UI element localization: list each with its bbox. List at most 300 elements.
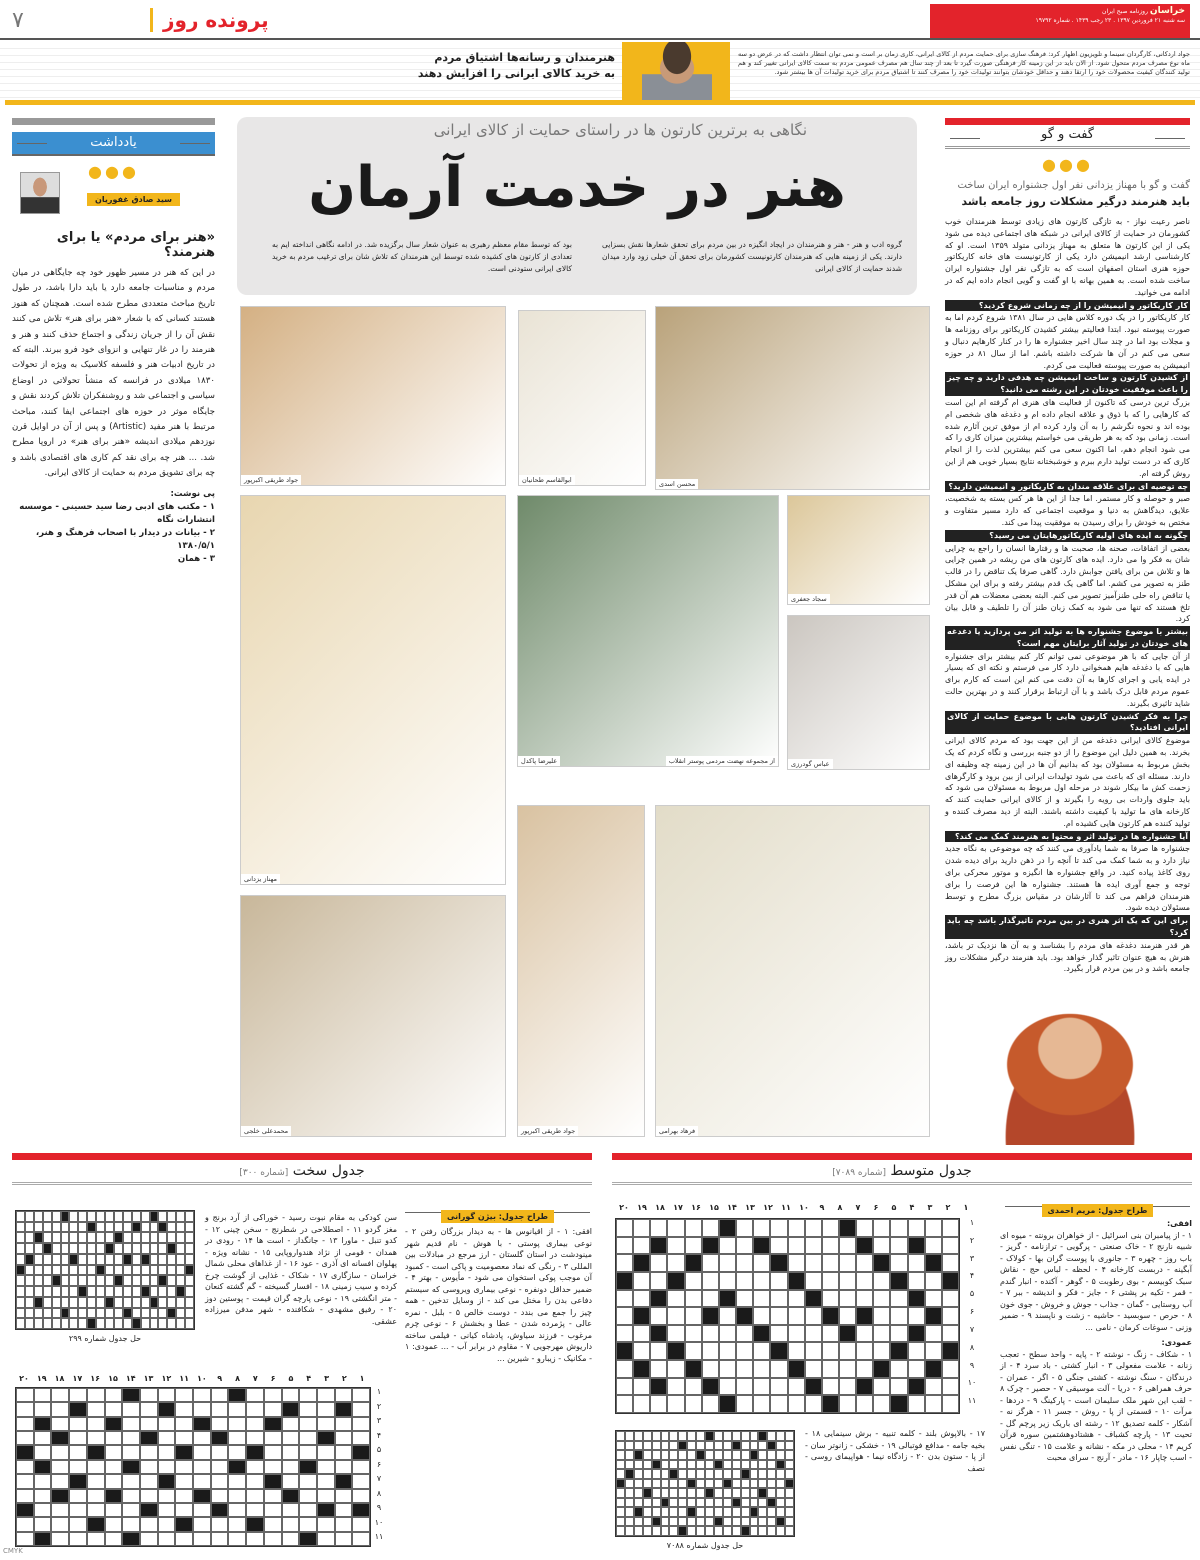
grid-cell[interactable] bbox=[52, 1308, 61, 1319]
grid-cell[interactable] bbox=[661, 1441, 670, 1451]
grid-cell[interactable] bbox=[805, 1254, 822, 1272]
grid-cell[interactable] bbox=[667, 1290, 684, 1308]
grid-cell[interactable] bbox=[87, 1417, 105, 1431]
grid-cell[interactable] bbox=[719, 1272, 736, 1290]
grid-cell[interactable] bbox=[34, 1254, 43, 1265]
grid-cell[interactable] bbox=[873, 1342, 890, 1360]
grid-cell[interactable] bbox=[193, 1388, 211, 1402]
grid-cell[interactable] bbox=[114, 1297, 123, 1308]
grid-cell[interactable] bbox=[696, 1498, 705, 1508]
grid-cell[interactable] bbox=[750, 1441, 759, 1451]
grid-cell[interactable] bbox=[890, 1360, 907, 1378]
grid-cell[interactable] bbox=[753, 1307, 770, 1325]
grid-cell[interactable] bbox=[317, 1517, 335, 1531]
grid-cell[interactable] bbox=[633, 1272, 650, 1290]
grid-cell[interactable] bbox=[643, 1479, 652, 1489]
grid-cell[interactable] bbox=[625, 1479, 634, 1489]
grid-cell[interactable] bbox=[925, 1342, 942, 1360]
grid-cell[interactable] bbox=[714, 1526, 723, 1536]
grid-cell[interactable] bbox=[714, 1479, 723, 1489]
grid-cell[interactable] bbox=[175, 1388, 193, 1402]
grid-cell[interactable] bbox=[873, 1378, 890, 1396]
grid-cell[interactable] bbox=[741, 1479, 750, 1489]
grid-cell[interactable] bbox=[643, 1460, 652, 1470]
grid-cell[interactable] bbox=[185, 1211, 194, 1222]
grid-cell[interactable] bbox=[750, 1498, 759, 1508]
grid-cell[interactable] bbox=[78, 1232, 87, 1243]
grid-cell[interactable] bbox=[352, 1489, 370, 1503]
grid-cell[interactable] bbox=[211, 1532, 229, 1546]
grid-cell[interactable] bbox=[16, 1474, 34, 1488]
grid-cell[interactable] bbox=[299, 1417, 317, 1431]
grid-cell[interactable] bbox=[211, 1460, 229, 1474]
grid-cell[interactable] bbox=[132, 1286, 141, 1297]
grid-cell[interactable] bbox=[51, 1474, 69, 1488]
grid-cell[interactable] bbox=[105, 1265, 114, 1276]
grid-cell[interactable] bbox=[282, 1532, 300, 1546]
grid-cell[interactable] bbox=[193, 1431, 211, 1445]
grid-cell[interactable] bbox=[785, 1488, 794, 1498]
grid-cell[interactable] bbox=[16, 1388, 34, 1402]
grid-cell[interactable] bbox=[114, 1286, 123, 1297]
grid-cell[interactable] bbox=[732, 1517, 741, 1527]
grid-cell[interactable] bbox=[25, 1211, 34, 1222]
grid-cell[interactable] bbox=[282, 1517, 300, 1531]
grid-cell[interactable] bbox=[185, 1308, 194, 1319]
grid-cell[interactable] bbox=[776, 1469, 785, 1479]
grid-cell[interactable] bbox=[167, 1297, 176, 1308]
grid-cell[interactable] bbox=[736, 1395, 753, 1413]
grid-cell[interactable] bbox=[942, 1219, 959, 1237]
grid-cell[interactable] bbox=[805, 1360, 822, 1378]
grid-cell[interactable] bbox=[34, 1211, 43, 1222]
grid-cell[interactable] bbox=[16, 1275, 25, 1286]
grid-cell[interactable] bbox=[123, 1286, 132, 1297]
grid-cell[interactable] bbox=[705, 1450, 714, 1460]
grid-cell[interactable] bbox=[770, 1272, 787, 1290]
grid-cell[interactable] bbox=[158, 1445, 176, 1459]
grid-cell[interactable] bbox=[299, 1431, 317, 1445]
grid-cell[interactable] bbox=[685, 1325, 702, 1343]
grid-cell[interactable] bbox=[87, 1308, 96, 1319]
grid-cell[interactable] bbox=[667, 1254, 684, 1272]
grid-cell[interactable] bbox=[34, 1275, 43, 1286]
grid-cell[interactable] bbox=[175, 1503, 193, 1517]
grid-cell[interactable] bbox=[741, 1517, 750, 1527]
grid-cell[interactable] bbox=[805, 1237, 822, 1255]
grid-cell[interactable] bbox=[352, 1388, 370, 1402]
grid-cell[interactable] bbox=[167, 1275, 176, 1286]
grid-cell[interactable] bbox=[767, 1469, 776, 1479]
grid-cell[interactable] bbox=[264, 1489, 282, 1503]
grid-cell[interactable] bbox=[317, 1402, 335, 1416]
grid-cell[interactable] bbox=[52, 1286, 61, 1297]
grid-cell[interactable] bbox=[96, 1275, 105, 1286]
grid-cell[interactable] bbox=[61, 1232, 70, 1243]
grid-cell[interactable] bbox=[758, 1517, 767, 1527]
grid-cell[interactable] bbox=[69, 1460, 87, 1474]
grid-cell[interactable] bbox=[335, 1503, 353, 1517]
grid-cell[interactable] bbox=[114, 1211, 123, 1222]
grid-cell[interactable] bbox=[767, 1507, 776, 1517]
grid-cell[interactable] bbox=[669, 1450, 678, 1460]
grid-cell[interactable] bbox=[335, 1445, 353, 1459]
grid-cell[interactable] bbox=[770, 1237, 787, 1255]
grid-cell[interactable] bbox=[16, 1318, 25, 1329]
grid-cell[interactable] bbox=[633, 1378, 650, 1396]
grid-cell[interactable] bbox=[175, 1402, 193, 1416]
grid-cell[interactable] bbox=[616, 1498, 625, 1508]
grid-cell[interactable] bbox=[776, 1526, 785, 1536]
grid-cell[interactable] bbox=[736, 1219, 753, 1237]
grid-cell[interactable] bbox=[78, 1297, 87, 1308]
grid-cell[interactable] bbox=[51, 1445, 69, 1459]
grid-cell[interactable] bbox=[890, 1237, 907, 1255]
grid-cell[interactable] bbox=[714, 1488, 723, 1498]
grid-cell[interactable] bbox=[317, 1445, 335, 1459]
grid-cell[interactable] bbox=[661, 1479, 670, 1489]
grid-cell[interactable] bbox=[890, 1219, 907, 1237]
grid-cell[interactable] bbox=[51, 1503, 69, 1517]
grid-cell[interactable] bbox=[87, 1243, 96, 1254]
grid-cell[interactable] bbox=[643, 1517, 652, 1527]
grid-cell[interactable] bbox=[158, 1532, 176, 1546]
grid-cell[interactable] bbox=[805, 1307, 822, 1325]
grid-cell[interactable] bbox=[78, 1318, 87, 1329]
grid-cell[interactable] bbox=[788, 1378, 805, 1396]
grid-cell[interactable] bbox=[873, 1290, 890, 1308]
grid-cell[interactable] bbox=[669, 1479, 678, 1489]
grid-cell[interactable] bbox=[34, 1489, 52, 1503]
grid-cell[interactable] bbox=[211, 1402, 229, 1416]
grid-cell[interactable] bbox=[16, 1232, 25, 1243]
grid-cell[interactable] bbox=[770, 1360, 787, 1378]
grid-cell[interactable] bbox=[87, 1503, 105, 1517]
grid-cell[interactable] bbox=[770, 1395, 787, 1413]
grid-cell[interactable] bbox=[141, 1318, 150, 1329]
grid-cell[interactable] bbox=[805, 1395, 822, 1413]
grid-cell[interactable] bbox=[925, 1272, 942, 1290]
grid-cell[interactable] bbox=[650, 1395, 667, 1413]
grid-cell[interactable] bbox=[52, 1297, 61, 1308]
grid-cell[interactable] bbox=[625, 1441, 634, 1451]
grid-cell[interactable] bbox=[317, 1474, 335, 1488]
grid-cell[interactable] bbox=[616, 1517, 625, 1527]
grid-cell[interactable] bbox=[723, 1469, 732, 1479]
grid-cell[interactable] bbox=[122, 1474, 140, 1488]
grid-cell[interactable] bbox=[696, 1441, 705, 1451]
grid-cell[interactable] bbox=[122, 1517, 140, 1531]
grid-cell[interactable] bbox=[176, 1297, 185, 1308]
grid-cell[interactable] bbox=[856, 1325, 873, 1343]
grid-cell[interactable] bbox=[702, 1325, 719, 1343]
grid-cell[interactable] bbox=[25, 1297, 34, 1308]
grid-cell[interactable] bbox=[69, 1388, 87, 1402]
grid-cell[interactable] bbox=[335, 1489, 353, 1503]
grid-cell[interactable] bbox=[96, 1286, 105, 1297]
grid-cell[interactable] bbox=[34, 1308, 43, 1319]
grid-cell[interactable] bbox=[678, 1517, 687, 1527]
grid-cell[interactable] bbox=[246, 1417, 264, 1431]
grid-cell[interactable] bbox=[652, 1479, 661, 1489]
grid-cell[interactable] bbox=[942, 1325, 959, 1343]
grid-cell[interactable] bbox=[282, 1460, 300, 1474]
grid-cell[interactable] bbox=[705, 1469, 714, 1479]
grid-cell[interactable] bbox=[714, 1441, 723, 1451]
grid-cell[interactable] bbox=[822, 1360, 839, 1378]
grid-cell[interactable] bbox=[753, 1290, 770, 1308]
grid-cell[interactable] bbox=[753, 1254, 770, 1272]
grid-cell[interactable] bbox=[719, 1325, 736, 1343]
grid-cell[interactable] bbox=[634, 1517, 643, 1527]
grid-cell[interactable] bbox=[335, 1417, 353, 1431]
grid-cell[interactable] bbox=[942, 1395, 959, 1413]
grid-cell[interactable] bbox=[776, 1488, 785, 1498]
grid-cell[interactable] bbox=[140, 1489, 158, 1503]
grid-cell[interactable] bbox=[625, 1507, 634, 1517]
grid-cell[interactable] bbox=[246, 1503, 264, 1517]
grid-cell[interactable] bbox=[150, 1318, 159, 1329]
grid-cell[interactable] bbox=[105, 1431, 123, 1445]
grid-cell[interactable] bbox=[141, 1222, 150, 1233]
grid-cell[interactable] bbox=[685, 1290, 702, 1308]
grid-cell[interactable] bbox=[317, 1388, 335, 1402]
grid-cell[interactable] bbox=[150, 1243, 159, 1254]
grid-cell[interactable] bbox=[839, 1290, 856, 1308]
grid-cell[interactable] bbox=[282, 1388, 300, 1402]
grid-cell[interactable] bbox=[69, 1445, 87, 1459]
grid-cell[interactable] bbox=[839, 1360, 856, 1378]
grid-cell[interactable] bbox=[705, 1498, 714, 1508]
grid-cell[interactable] bbox=[856, 1254, 873, 1272]
grid-cell[interactable] bbox=[176, 1211, 185, 1222]
grid-cell[interactable] bbox=[785, 1507, 794, 1517]
grid-cell[interactable] bbox=[741, 1488, 750, 1498]
grid-cell[interactable] bbox=[87, 1402, 105, 1416]
grid-cell[interactable] bbox=[246, 1474, 264, 1488]
grid-cell[interactable] bbox=[625, 1488, 634, 1498]
grid-cell[interactable] bbox=[696, 1488, 705, 1498]
grid-cell[interactable] bbox=[696, 1431, 705, 1441]
grid-cell[interactable] bbox=[87, 1460, 105, 1474]
grid-cell[interactable] bbox=[69, 1265, 78, 1276]
grid-cell[interactable] bbox=[140, 1402, 158, 1416]
grid-cell[interactable] bbox=[228, 1474, 246, 1488]
grid-cell[interactable] bbox=[185, 1254, 194, 1265]
grid-cell[interactable] bbox=[908, 1272, 925, 1290]
grid-cell[interactable] bbox=[264, 1517, 282, 1531]
grid-cell[interactable] bbox=[69, 1308, 78, 1319]
grid-cell[interactable] bbox=[299, 1489, 317, 1503]
grid-cell[interactable] bbox=[16, 1211, 25, 1222]
grid-cell[interactable] bbox=[43, 1297, 52, 1308]
grid-cell[interactable] bbox=[193, 1503, 211, 1517]
grid-cell[interactable] bbox=[87, 1388, 105, 1402]
grid-cell[interactable] bbox=[52, 1254, 61, 1265]
grid-cell[interactable] bbox=[16, 1417, 34, 1431]
grid-cell[interactable] bbox=[158, 1308, 167, 1319]
grid-cell[interactable] bbox=[114, 1243, 123, 1254]
grid-cell[interactable] bbox=[167, 1265, 176, 1276]
grid-cell[interactable] bbox=[705, 1479, 714, 1489]
grid-cell[interactable] bbox=[246, 1402, 264, 1416]
grid-cell[interactable] bbox=[96, 1211, 105, 1222]
grid-cell[interactable] bbox=[69, 1275, 78, 1286]
grid-cell[interactable] bbox=[51, 1532, 69, 1546]
grid-cell[interactable] bbox=[211, 1445, 229, 1459]
grid-cell[interactable] bbox=[942, 1290, 959, 1308]
grid-cell[interactable] bbox=[634, 1460, 643, 1470]
grid-cell[interactable] bbox=[158, 1460, 176, 1474]
grid-cell[interactable] bbox=[678, 1479, 687, 1489]
grid-cell[interactable] bbox=[669, 1460, 678, 1470]
grid-cell[interactable] bbox=[132, 1254, 141, 1265]
grid-cell[interactable] bbox=[634, 1469, 643, 1479]
grid-cell[interactable] bbox=[925, 1378, 942, 1396]
grid-cell[interactable] bbox=[264, 1402, 282, 1416]
grid-cell[interactable] bbox=[105, 1254, 114, 1265]
grid-cell[interactable] bbox=[193, 1517, 211, 1531]
grid-cell[interactable] bbox=[114, 1222, 123, 1233]
grid-cell[interactable] bbox=[758, 1450, 767, 1460]
grid-cell[interactable] bbox=[753, 1395, 770, 1413]
grid-cell[interactable] bbox=[150, 1308, 159, 1319]
grid-cell[interactable] bbox=[158, 1286, 167, 1297]
grid-cell[interactable] bbox=[140, 1460, 158, 1474]
grid-cell[interactable] bbox=[34, 1517, 52, 1531]
grid-cell[interactable] bbox=[616, 1360, 633, 1378]
grid-cell[interactable] bbox=[158, 1297, 167, 1308]
grid-cell[interactable] bbox=[741, 1431, 750, 1441]
grid-cell[interactable] bbox=[616, 1450, 625, 1460]
grid-cell[interactable] bbox=[132, 1308, 141, 1319]
grid-cell[interactable] bbox=[69, 1286, 78, 1297]
grid-cell[interactable] bbox=[211, 1417, 229, 1431]
grid-cell[interactable] bbox=[176, 1275, 185, 1286]
grid-cell[interactable] bbox=[96, 1254, 105, 1265]
grid-cell[interactable] bbox=[299, 1474, 317, 1488]
grid-cell[interactable] bbox=[175, 1431, 193, 1445]
grid-cell[interactable] bbox=[667, 1237, 684, 1255]
grid-cell[interactable] bbox=[776, 1479, 785, 1489]
grid-cell[interactable] bbox=[352, 1402, 370, 1416]
grid-cell[interactable] bbox=[839, 1378, 856, 1396]
grid-cell[interactable] bbox=[719, 1342, 736, 1360]
grid-cell[interactable] bbox=[69, 1243, 78, 1254]
grid-cell[interactable] bbox=[788, 1219, 805, 1237]
grid-cell[interactable] bbox=[123, 1211, 132, 1222]
grid-cell[interactable] bbox=[705, 1441, 714, 1451]
grid-cell[interactable] bbox=[158, 1503, 176, 1517]
grid-cell[interactable] bbox=[669, 1507, 678, 1517]
grid-cell[interactable] bbox=[687, 1498, 696, 1508]
grid-cell[interactable] bbox=[123, 1297, 132, 1308]
grid-cell[interactable] bbox=[69, 1517, 87, 1531]
grid-cell[interactable] bbox=[723, 1498, 732, 1508]
grid-cell[interactable] bbox=[839, 1272, 856, 1290]
grid-cell[interactable] bbox=[856, 1395, 873, 1413]
grid-cell[interactable] bbox=[652, 1469, 661, 1479]
grid-cell[interactable] bbox=[633, 1237, 650, 1255]
grid-cell[interactable] bbox=[805, 1272, 822, 1290]
grid-cell[interactable] bbox=[176, 1318, 185, 1329]
grid-cell[interactable] bbox=[43, 1211, 52, 1222]
grid-cell[interactable] bbox=[123, 1232, 132, 1243]
grid-cell[interactable] bbox=[736, 1378, 753, 1396]
grid-cell[interactable] bbox=[185, 1286, 194, 1297]
grid-cell[interactable] bbox=[758, 1441, 767, 1451]
grid-cell[interactable] bbox=[61, 1297, 70, 1308]
grid-cell[interactable] bbox=[114, 1318, 123, 1329]
grid-cell[interactable] bbox=[105, 1232, 114, 1243]
grid-cell[interactable] bbox=[16, 1517, 34, 1531]
grid-cell[interactable] bbox=[69, 1503, 87, 1517]
grid-cell[interactable] bbox=[25, 1265, 34, 1276]
grid-cell[interactable] bbox=[246, 1388, 264, 1402]
grid-cell[interactable] bbox=[625, 1431, 634, 1441]
grid-cell[interactable] bbox=[264, 1503, 282, 1517]
grid-cell[interactable] bbox=[723, 1517, 732, 1527]
grid-cell[interactable] bbox=[61, 1222, 70, 1233]
grid-cell[interactable] bbox=[228, 1402, 246, 1416]
grid-cell[interactable] bbox=[96, 1297, 105, 1308]
grid-cell[interactable] bbox=[34, 1318, 43, 1329]
grid-cell[interactable] bbox=[633, 1395, 650, 1413]
grid-cell[interactable] bbox=[132, 1275, 141, 1286]
grid-cell[interactable] bbox=[105, 1402, 123, 1416]
grid-cell[interactable] bbox=[723, 1450, 732, 1460]
grid-cell[interactable] bbox=[96, 1308, 105, 1319]
grid-cell[interactable] bbox=[87, 1532, 105, 1546]
grid-cell[interactable] bbox=[96, 1222, 105, 1233]
grid-cell[interactable] bbox=[705, 1460, 714, 1470]
grid-cell[interactable] bbox=[132, 1297, 141, 1308]
grid-cell[interactable] bbox=[705, 1526, 714, 1536]
grid-cell[interactable] bbox=[856, 1342, 873, 1360]
grid-cell[interactable] bbox=[669, 1441, 678, 1451]
grid-cell[interactable] bbox=[750, 1460, 759, 1470]
grid-cell[interactable] bbox=[211, 1388, 229, 1402]
grid-cell[interactable] bbox=[767, 1431, 776, 1441]
grid-cell[interactable] bbox=[652, 1507, 661, 1517]
grid-cell[interactable] bbox=[150, 1286, 159, 1297]
grid-cell[interactable] bbox=[158, 1211, 167, 1222]
grid-cell[interactable] bbox=[96, 1232, 105, 1243]
grid-cell[interactable] bbox=[105, 1445, 123, 1459]
grid-cell[interactable] bbox=[750, 1431, 759, 1441]
grid-cell[interactable] bbox=[175, 1417, 193, 1431]
grid-cell[interactable] bbox=[685, 1219, 702, 1237]
grid-cell[interactable] bbox=[908, 1254, 925, 1272]
grid-cell[interactable] bbox=[43, 1222, 52, 1233]
grid-cell[interactable] bbox=[732, 1431, 741, 1441]
grid-cell[interactable] bbox=[687, 1469, 696, 1479]
grid-cell[interactable] bbox=[282, 1445, 300, 1459]
grid-cell[interactable] bbox=[616, 1290, 633, 1308]
grid-cell[interactable] bbox=[696, 1469, 705, 1479]
grid-cell[interactable] bbox=[652, 1488, 661, 1498]
grid-cell[interactable] bbox=[805, 1325, 822, 1343]
grid-cell[interactable] bbox=[158, 1318, 167, 1329]
grid-cell[interactable] bbox=[650, 1342, 667, 1360]
grid-cell[interactable] bbox=[678, 1431, 687, 1441]
grid-cell[interactable] bbox=[634, 1488, 643, 1498]
grid-cell[interactable] bbox=[114, 1308, 123, 1319]
grid-cell[interactable] bbox=[43, 1308, 52, 1319]
grid-cell[interactable] bbox=[873, 1237, 890, 1255]
grid-cell[interactable] bbox=[158, 1254, 167, 1265]
grid-cell[interactable] bbox=[702, 1395, 719, 1413]
